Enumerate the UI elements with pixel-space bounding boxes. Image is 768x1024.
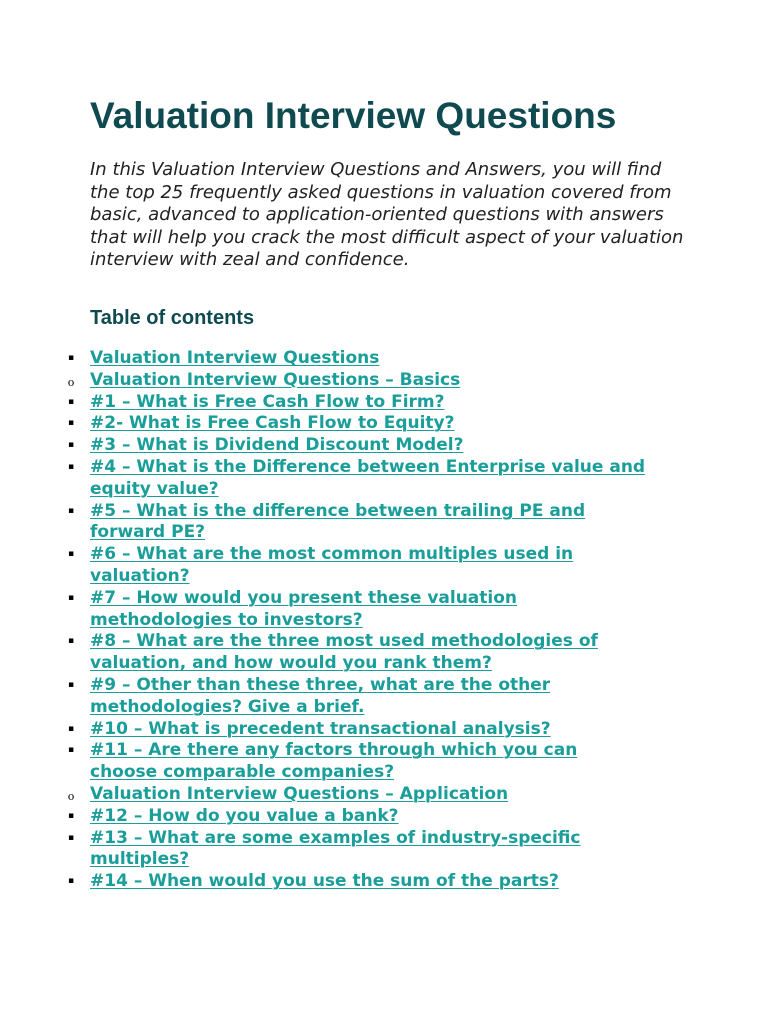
toc-link[interactable]: Valuation Interview Questions bbox=[90, 348, 380, 368]
toc-link[interactable]: #11 – Are there any factors through which you can choose comparable companies? bbox=[90, 740, 578, 783]
toc-link[interactable]: #1 – What is Free Cash Flow to Firm? bbox=[90, 391, 445, 412]
square-bullet-icon: ▪ bbox=[67, 810, 75, 821]
toc-link[interactable]: Valuation Interview Questions – Basics bbox=[90, 369, 461, 390]
toc-item bbox=[0, 806, 650, 828]
toc-link[interactable]: #13 – What are some examples of industry-specific multiples? bbox=[90, 827, 581, 870]
square-bullet-icon: ▪ bbox=[67, 418, 75, 429]
toc-item bbox=[0, 631, 650, 675]
toc-link[interactable]: #4 – What is the Difference between Enterprise value and equity value? bbox=[90, 456, 646, 499]
toc-link[interactable]: #5 – What is the difference between trailing PE and forward PE? bbox=[90, 500, 586, 543]
toc-link[interactable]: #6 – What are the most common multiples used in valuation? bbox=[90, 544, 574, 586]
toc-item bbox=[0, 784, 650, 806]
toc-link[interactable]: #14 – When would you use the sum of the parts? bbox=[90, 871, 559, 892]
square-bullet-icon: ▪ bbox=[67, 636, 75, 647]
page-title: Valuation Interview Questions bbox=[90, 95, 617, 136]
toc-item bbox=[0, 435, 650, 457]
square-bullet-icon: ▪ bbox=[67, 592, 75, 603]
square-bullet-icon: ▪ bbox=[67, 745, 75, 756]
square-bullet-icon: ▪ bbox=[67, 396, 75, 407]
toc-link[interactable]: #12 – How do you value a bank? bbox=[90, 805, 399, 826]
toc-item bbox=[0, 675, 650, 719]
square-bullet-icon: ▪ bbox=[67, 679, 75, 690]
intro-paragraph: In this Valuation Interview Questions and Answers, you will find the top 25 frequently asked questions in valuation covered from basic, advanced to application-oriented questions with answers that will help you crack the most difficult aspect of your valuation interview with zeal and confidence. bbox=[90, 159, 684, 271]
toc-link[interactable]: #7 – How would you present these valuation methodologies to investors? bbox=[90, 587, 518, 630]
toc-item bbox=[0, 370, 650, 392]
square-bullet-icon: ▪ bbox=[67, 353, 75, 363]
toc-item bbox=[0, 740, 650, 784]
square-bullet-icon: ▪ bbox=[67, 832, 75, 843]
toc-link[interactable]: #3 – What is Dividend Discount Model? bbox=[90, 435, 464, 456]
toc-item bbox=[0, 348, 650, 370]
toc-heading: Table of contents bbox=[90, 307, 255, 329]
circle-bullet-icon: o bbox=[67, 789, 75, 803]
square-bullet-icon: ▪ bbox=[67, 723, 75, 734]
table-of-contents bbox=[0, 348, 768, 893]
circle-bullet-icon: o bbox=[67, 375, 75, 389]
toc-item bbox=[0, 544, 650, 588]
toc-item bbox=[0, 719, 650, 741]
toc-item bbox=[0, 413, 650, 435]
toc-link[interactable]: #10 – What is precedent transactional analysis? bbox=[90, 718, 551, 739]
toc-item bbox=[0, 392, 650, 414]
toc-item bbox=[0, 588, 650, 632]
toc-link[interactable]: #2- What is Free Cash Flow to Equity? bbox=[90, 413, 455, 434]
square-bullet-icon: ▪ bbox=[67, 440, 75, 451]
toc-link[interactable]: #9 – Other than these three, what are the other methodologies? Give a brief. bbox=[90, 674, 551, 717]
toc-item bbox=[0, 501, 650, 545]
toc-item bbox=[0, 871, 650, 893]
square-bullet-icon: ▪ bbox=[67, 461, 75, 472]
square-bullet-icon: ▪ bbox=[67, 876, 75, 887]
toc-item bbox=[0, 457, 650, 501]
square-bullet-icon: ▪ bbox=[67, 549, 75, 560]
toc-link[interactable]: #8 – What are the three most used methodologies of valuation, and how would you rank them? bbox=[90, 631, 598, 674]
toc-item bbox=[0, 828, 650, 872]
toc-link[interactable]: Valuation Interview Questions – Application bbox=[90, 783, 509, 804]
square-bullet-icon: ▪ bbox=[67, 505, 75, 516]
